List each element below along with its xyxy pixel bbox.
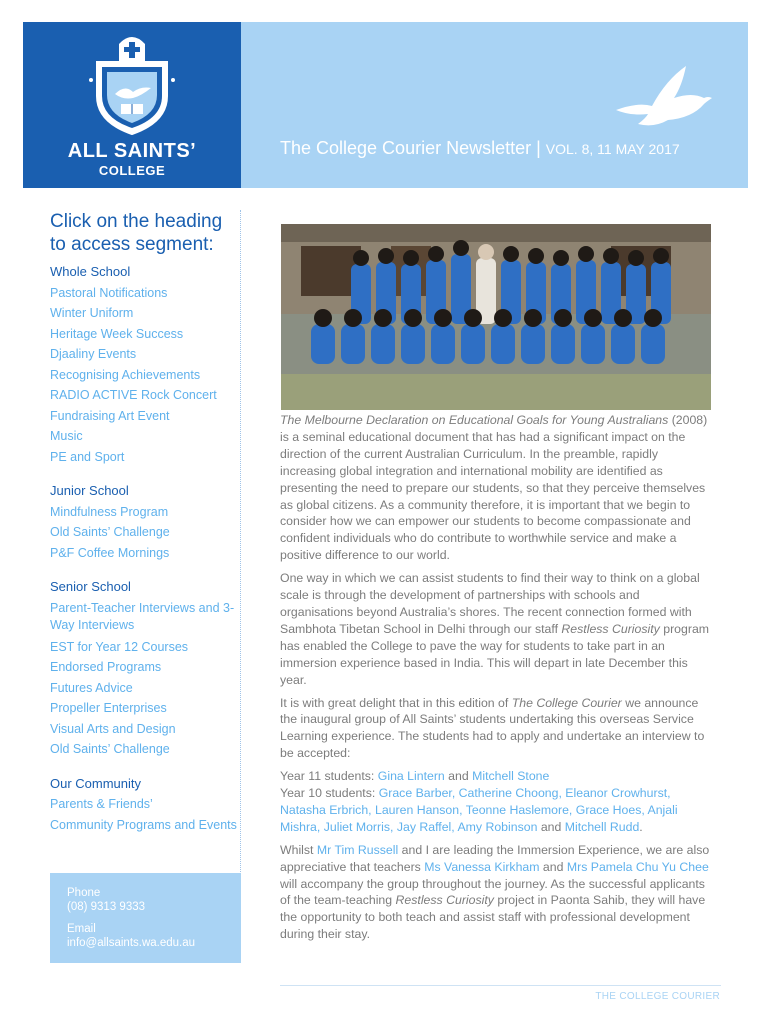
nav-link[interactable]: Old Saints’ Challenge	[50, 525, 170, 539]
article-paragraph: The Melbourne Declaration on Educational Goals for Young Australians (2008) is a seminal educational document that has had a significant impact on the direction of the current Australian Curriculum. In the preamble, rapidly increasing global integration and international mobility are identified as presenting the need to prepare our students, so that they perceive themselves as global citizens. As a community therefore, it is important that we begin to consider how we can empower our students to become compassionate and confident individuals who do contribute to worthwhile service and make a positive difference to our world.	[280, 413, 708, 563]
sidebar-divider	[240, 210, 241, 890]
email-label: Email	[67, 923, 96, 935]
newsletter-title	[280, 138, 680, 159]
nav-link[interactable]: Heritage Week Success	[50, 326, 184, 341]
student-name: Gina Lintern	[377, 769, 445, 784]
nav-link[interactable]: PE and Sport	[50, 449, 125, 464]
nav-link[interactable]: Parent-Teacher Interviews and 3-Way Interviews	[50, 600, 235, 632]
nav-link[interactable]: Winter Uniform	[50, 306, 134, 320]
article-paragraph: Whilst Mr Tim Russell and I are leading the Immersion Experience, we are also appreciative that teachers Ms Vanessa Kirkham and Mrs Pamela Chu Yu Chee will accompany the group throughout the journey. As the successful applicants of the team-teaching Restless Curiosity project in Paonta Sahib, they will have the opportunity to both teach and assist staff with professional development during their stay.	[280, 842, 710, 942]
email-link[interactable]: info@allsaints.wa.edu.au	[67, 937, 196, 949]
section-title-senior-school[interactable]: Senior School	[50, 579, 131, 594]
nav-link[interactable]: Djaaliny Events	[50, 347, 137, 361]
student-names: Grace Barber, Catherine Choong, Eleanor Crowhurst, Natasha Erbrich, Lauren Hanson, Teonne Haslemore, Grace Hoes, Anjali Mishra, Juliet Morris, Jay Raffel, Amy Robinson	[280, 786, 678, 834]
section-title-junior-school[interactable]: Junior School	[50, 483, 129, 498]
article-paragraph: One way in which we can assist students to find their way to think on a global scale is through the development of partnerships with schools and organisations beyond Australia’s shores. The recent connection formed with Sambhota Tibetan School in Delhi through our staff Restless Curiosity program has enabled the College to pave the way for students to take part in an immersion experience based in India. This will depart in late December this year.	[280, 571, 710, 687]
student-name: Mitchell Stone	[472, 769, 550, 784]
school-logo-block	[23, 22, 241, 188]
nav-link[interactable]: Old Saints’ Challenge	[50, 742, 170, 756]
article-paragraph: It is with great delight that in this edition of The College Courier we announce the inaugural group of All Saints’ students undertaking this overseas Service Learning experience. The students had to apply and undertake an interview to be accepted:	[280, 695, 705, 761]
group-photo	[281, 224, 711, 410]
newsletter-title-text: The College Courier Newsletter |	[280, 138, 546, 158]
nav-link[interactable]: EST for Year 12 Courses	[50, 639, 189, 654]
section-our-community	[50, 774, 240, 834]
sidebar-heading-line1: Click on the heading	[50, 211, 223, 232]
phone-label: Phone	[67, 887, 101, 899]
nav-link[interactable]: Endorsed Programs	[50, 660, 162, 674]
teacher-name: Mrs Pamela Chu Yu Chee	[566, 859, 709, 874]
group-photo-illustration	[281, 224, 711, 410]
sidebar-heading	[50, 210, 240, 256]
school-crest-icon	[23, 22, 241, 140]
footer-title: THE COLLEGE COURIER	[595, 991, 720, 1002]
section-whole-school	[50, 262, 240, 467]
nav-link[interactable]: Community Programs and Events	[50, 817, 237, 832]
teacher-name: Ms Vanessa Kirkham	[424, 859, 540, 874]
nav-link[interactable]: Fundraising Art Event	[50, 408, 170, 423]
phone-number[interactable]: (08) 9313 9333	[67, 901, 146, 913]
nav-link[interactable]: Music	[50, 429, 83, 443]
dove-icon	[608, 62, 718, 132]
sidebar-heading-line2: to access segment:	[50, 234, 214, 255]
nav-link[interactable]: Pastoral Notifications	[50, 285, 168, 300]
declaration-title: The Melbourne Declaration on Educational Goals for Young Australians	[280, 413, 669, 427]
article-body	[280, 412, 712, 949]
nav-link[interactable]: Recognising Achievements	[50, 367, 201, 382]
student-name: Mitchell Rudd	[564, 819, 640, 834]
footer-divider	[280, 985, 721, 986]
school-name-sub: COLLEGE	[98, 163, 166, 178]
nav-link[interactable]: Mindfulness Program	[50, 504, 169, 519]
nav-link[interactable]: Propeller Enterprises	[50, 701, 167, 715]
section-junior-school	[50, 481, 240, 563]
newsletter-volume: VOL. 8, 11 MAY 2017	[545, 141, 680, 157]
section-title-whole-school[interactable]: Whole School	[50, 264, 131, 279]
contact-box	[50, 873, 241, 963]
nav-link[interactable]: Parents & Friends’	[50, 797, 153, 811]
nav-link[interactable]: RADIO ACTIVE Rock Concert	[50, 388, 217, 402]
nav-link[interactable]: P&F Coffee Mornings	[50, 545, 170, 560]
sidebar-nav	[50, 210, 240, 848]
teacher-name: Mr Tim Russell	[316, 842, 399, 857]
section-senior-school	[50, 577, 240, 760]
nav-link[interactable]: Visual Arts and Design	[50, 721, 176, 736]
section-title-our-community[interactable]: Our Community	[50, 775, 142, 791]
student-list: Year 11 students: Gina Lintern and Mitchell Stone Year 10 students: Grace Barber, Catherine Choong, Eleanor Crowhurst, Natasha Erbrich, Lauren Hanson, Teonne Haslemore, Grace Hoes, Anjali Mishra, Juliet Morris, Jay Raffel, Amy Robinson and Mitchell Rudd.	[280, 769, 678, 834]
nav-link[interactable]: Futures Advice	[50, 680, 133, 695]
school-name: ALL SAINTS’	[67, 140, 197, 162]
